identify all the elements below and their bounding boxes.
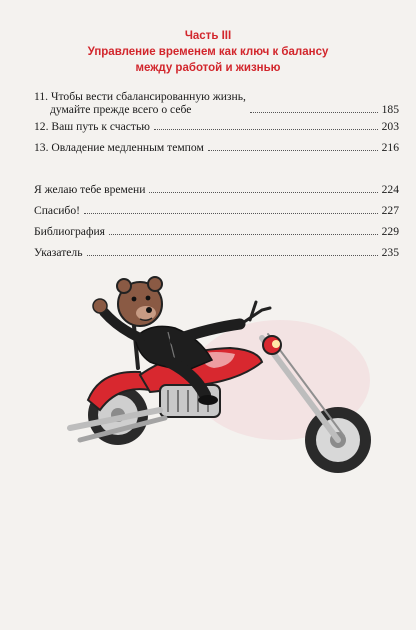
page-number: 216: [381, 141, 399, 154]
part-title: Часть III: [184, 30, 232, 42]
toc-entry-chapter-12[interactable]: [34, 117, 399, 133]
page-number: 203: [381, 120, 399, 133]
page-number: 229: [381, 225, 399, 238]
toc-entry-label: Я желаю тебе времени: [34, 183, 146, 196]
bear-on-chopper-motorcycle-icon: [0, 250, 416, 490]
chapter-number: 13.: [34, 141, 49, 154]
page-number: 185: [381, 103, 399, 116]
chapter-number: 11.: [34, 90, 49, 103]
part-header: [0, 28, 416, 76]
toc-entry-label: [34, 141, 204, 154]
bear-head-icon: [117, 277, 162, 326]
toc-entry-chapter-11[interactable]: [34, 82, 399, 116]
page-number: 224: [381, 183, 399, 196]
part-subtitle-line-2: между работой и жизнью: [135, 62, 281, 74]
page-number: 235: [381, 246, 399, 259]
toc-entry-label: [34, 90, 246, 103]
chapter-number: 12.: [34, 120, 49, 133]
toc-entry-label: Спасибо!: [34, 204, 80, 217]
dot-leader: [84, 213, 378, 214]
toc-entry-bibliography[interactable]: [34, 222, 399, 238]
chapter-title: Овладение медленным темпом: [51, 141, 204, 154]
chapter-title-line-2: думайте прежде всего о себе: [50, 103, 192, 116]
toc-entry-label: [34, 120, 150, 133]
toc-entry-thanks[interactable]: [34, 201, 399, 217]
dot-leader: [250, 112, 378, 113]
toc-entry-wish-you-time[interactable]: [34, 180, 399, 196]
toc-entry-chapter-13[interactable]: [34, 138, 399, 154]
part-subtitle-line-1: Управление временем как ключ к балансу: [87, 46, 329, 58]
chapter-title-line-1: Чтобы вести сбалансированную жизнь,: [50, 90, 246, 103]
dot-leader: [109, 234, 378, 235]
chapter-title: Ваш путь к счастью: [51, 120, 150, 133]
page-number: 227: [381, 204, 399, 217]
dot-leader: [208, 150, 378, 151]
dot-leader: [154, 129, 378, 130]
toc-entry-label: Указатель: [34, 246, 83, 259]
dot-leader: [149, 192, 377, 193]
toc-entry-label: Библиография: [34, 225, 106, 238]
